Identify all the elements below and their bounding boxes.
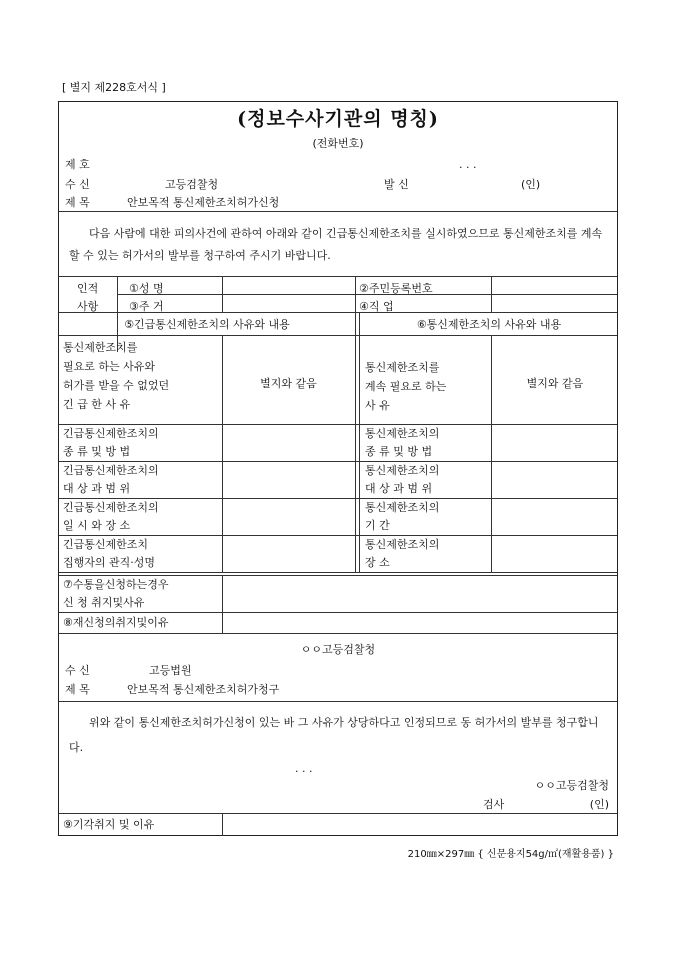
seal-mark: (인) (521, 178, 541, 191)
name-label: ①성 명 (129, 282, 164, 295)
court-recipient-value: 고등법원 (149, 664, 192, 677)
measure-type-label: 통신제한조치의 종 류 및 방 법 (365, 427, 440, 458)
reapply-label: ⑧재신청의취지및이유 (63, 616, 169, 629)
court-subject-label: 제 목 (65, 683, 90, 696)
measure-scope-label: 통신제한조치의 대 상 과 범 위 (365, 464, 440, 495)
sender-label: 발 신 (384, 178, 409, 191)
emergency-reason-value: 별지와 같음 (260, 377, 317, 390)
prosecution-office: ㅇㅇ고등검찰청 (300, 643, 376, 656)
prosecutor-label: 검사 (483, 798, 505, 811)
court-recipient-label: 수 신 (65, 664, 90, 677)
recipient-value: 고등검찰청 (165, 178, 219, 191)
multi-request-label: ⑦수통을신청하는경우 신 청 취지및사유 (63, 578, 169, 609)
request-date: . . . (295, 762, 313, 775)
measure-place-label: 통신제한조치의 장 소 (365, 538, 440, 569)
emergency-reason-label: 통신제한조치를 필요로 하는 사유와 허가를 받을 수 없었던 긴 급 한 사 유 (63, 341, 170, 411)
emergency-measures-header: ⑤긴급통신제한조치의 사유와 내용 (124, 318, 290, 331)
reference-number-label: 제 호 (65, 158, 90, 171)
recipient-label: 수 신 (65, 178, 90, 191)
signer-office: ㅇㅇ고등검찰청 (534, 779, 609, 792)
personal-section-label-2: 사항 (77, 300, 99, 313)
request-paragraph: 위와 같이 통신제한조치허가신청이 있는 바 그 사유가 상당하다고 인정되므로 동 허가서의 발부를 청구합니다. (69, 716, 599, 754)
subject-label: 제 목 (65, 196, 90, 209)
emergency-type-label: 긴급통신제한조치의 종 류 및 방 법 (63, 427, 159, 458)
phone-number: (전화번호) (312, 137, 364, 150)
subject-value: 안보목적 통신제한조치허가신청 (127, 196, 280, 209)
paper-spec-footer: 210㎜×297㎜ { 신문용지54g/㎡(재활용품) } (407, 849, 614, 860)
job-label: ④직 업 (359, 300, 394, 313)
court-subject-value: 안보목적 통신제한조치허가청구 (127, 683, 280, 696)
header-date: . . . (459, 158, 477, 171)
measure-period-label: 통신제한조치의 기 간 (365, 501, 440, 532)
emergency-datetime-label: 긴급통신제한조치의 일 시 와 장 소 (63, 501, 159, 532)
measures-header: ⑥통신제한조치의 사유와 내용 (416, 318, 562, 331)
measure-reason-value: 별지와 같음 (526, 377, 584, 390)
prosecutor-seal: (인) (589, 798, 609, 811)
measure-reason-label: 통신제한조치를 계속 필요로 하는 사 유 (365, 361, 447, 412)
emergency-scope-label: 긴급통신제한조치의 대 상 과 범 위 (63, 464, 159, 495)
application-form (58, 101, 618, 836)
emergency-executor-label: 긴급통신제한조치 집행자의 관직·성명 (63, 538, 156, 569)
intro-paragraph: 다음 사람에 대한 피의사건에 관하여 아래와 같이 긴급통신제한조치를 실시하였으므로 통신제한조치를 계속할 수 있는 허가서의 발부를 청구하여 주시기 바랍니다. (69, 227, 603, 262)
rrn-label: ②주민등록번호 (359, 282, 433, 295)
form-number: [ 별지 제228호서식 ] (62, 81, 166, 94)
page-title: (정보수사기관의 명칭) (237, 108, 439, 130)
address-label: ③주 거 (129, 300, 164, 313)
rejection-label: ⑨기각취지 및 이유 (63, 818, 155, 831)
personal-section-label: 인적 (77, 282, 99, 295)
